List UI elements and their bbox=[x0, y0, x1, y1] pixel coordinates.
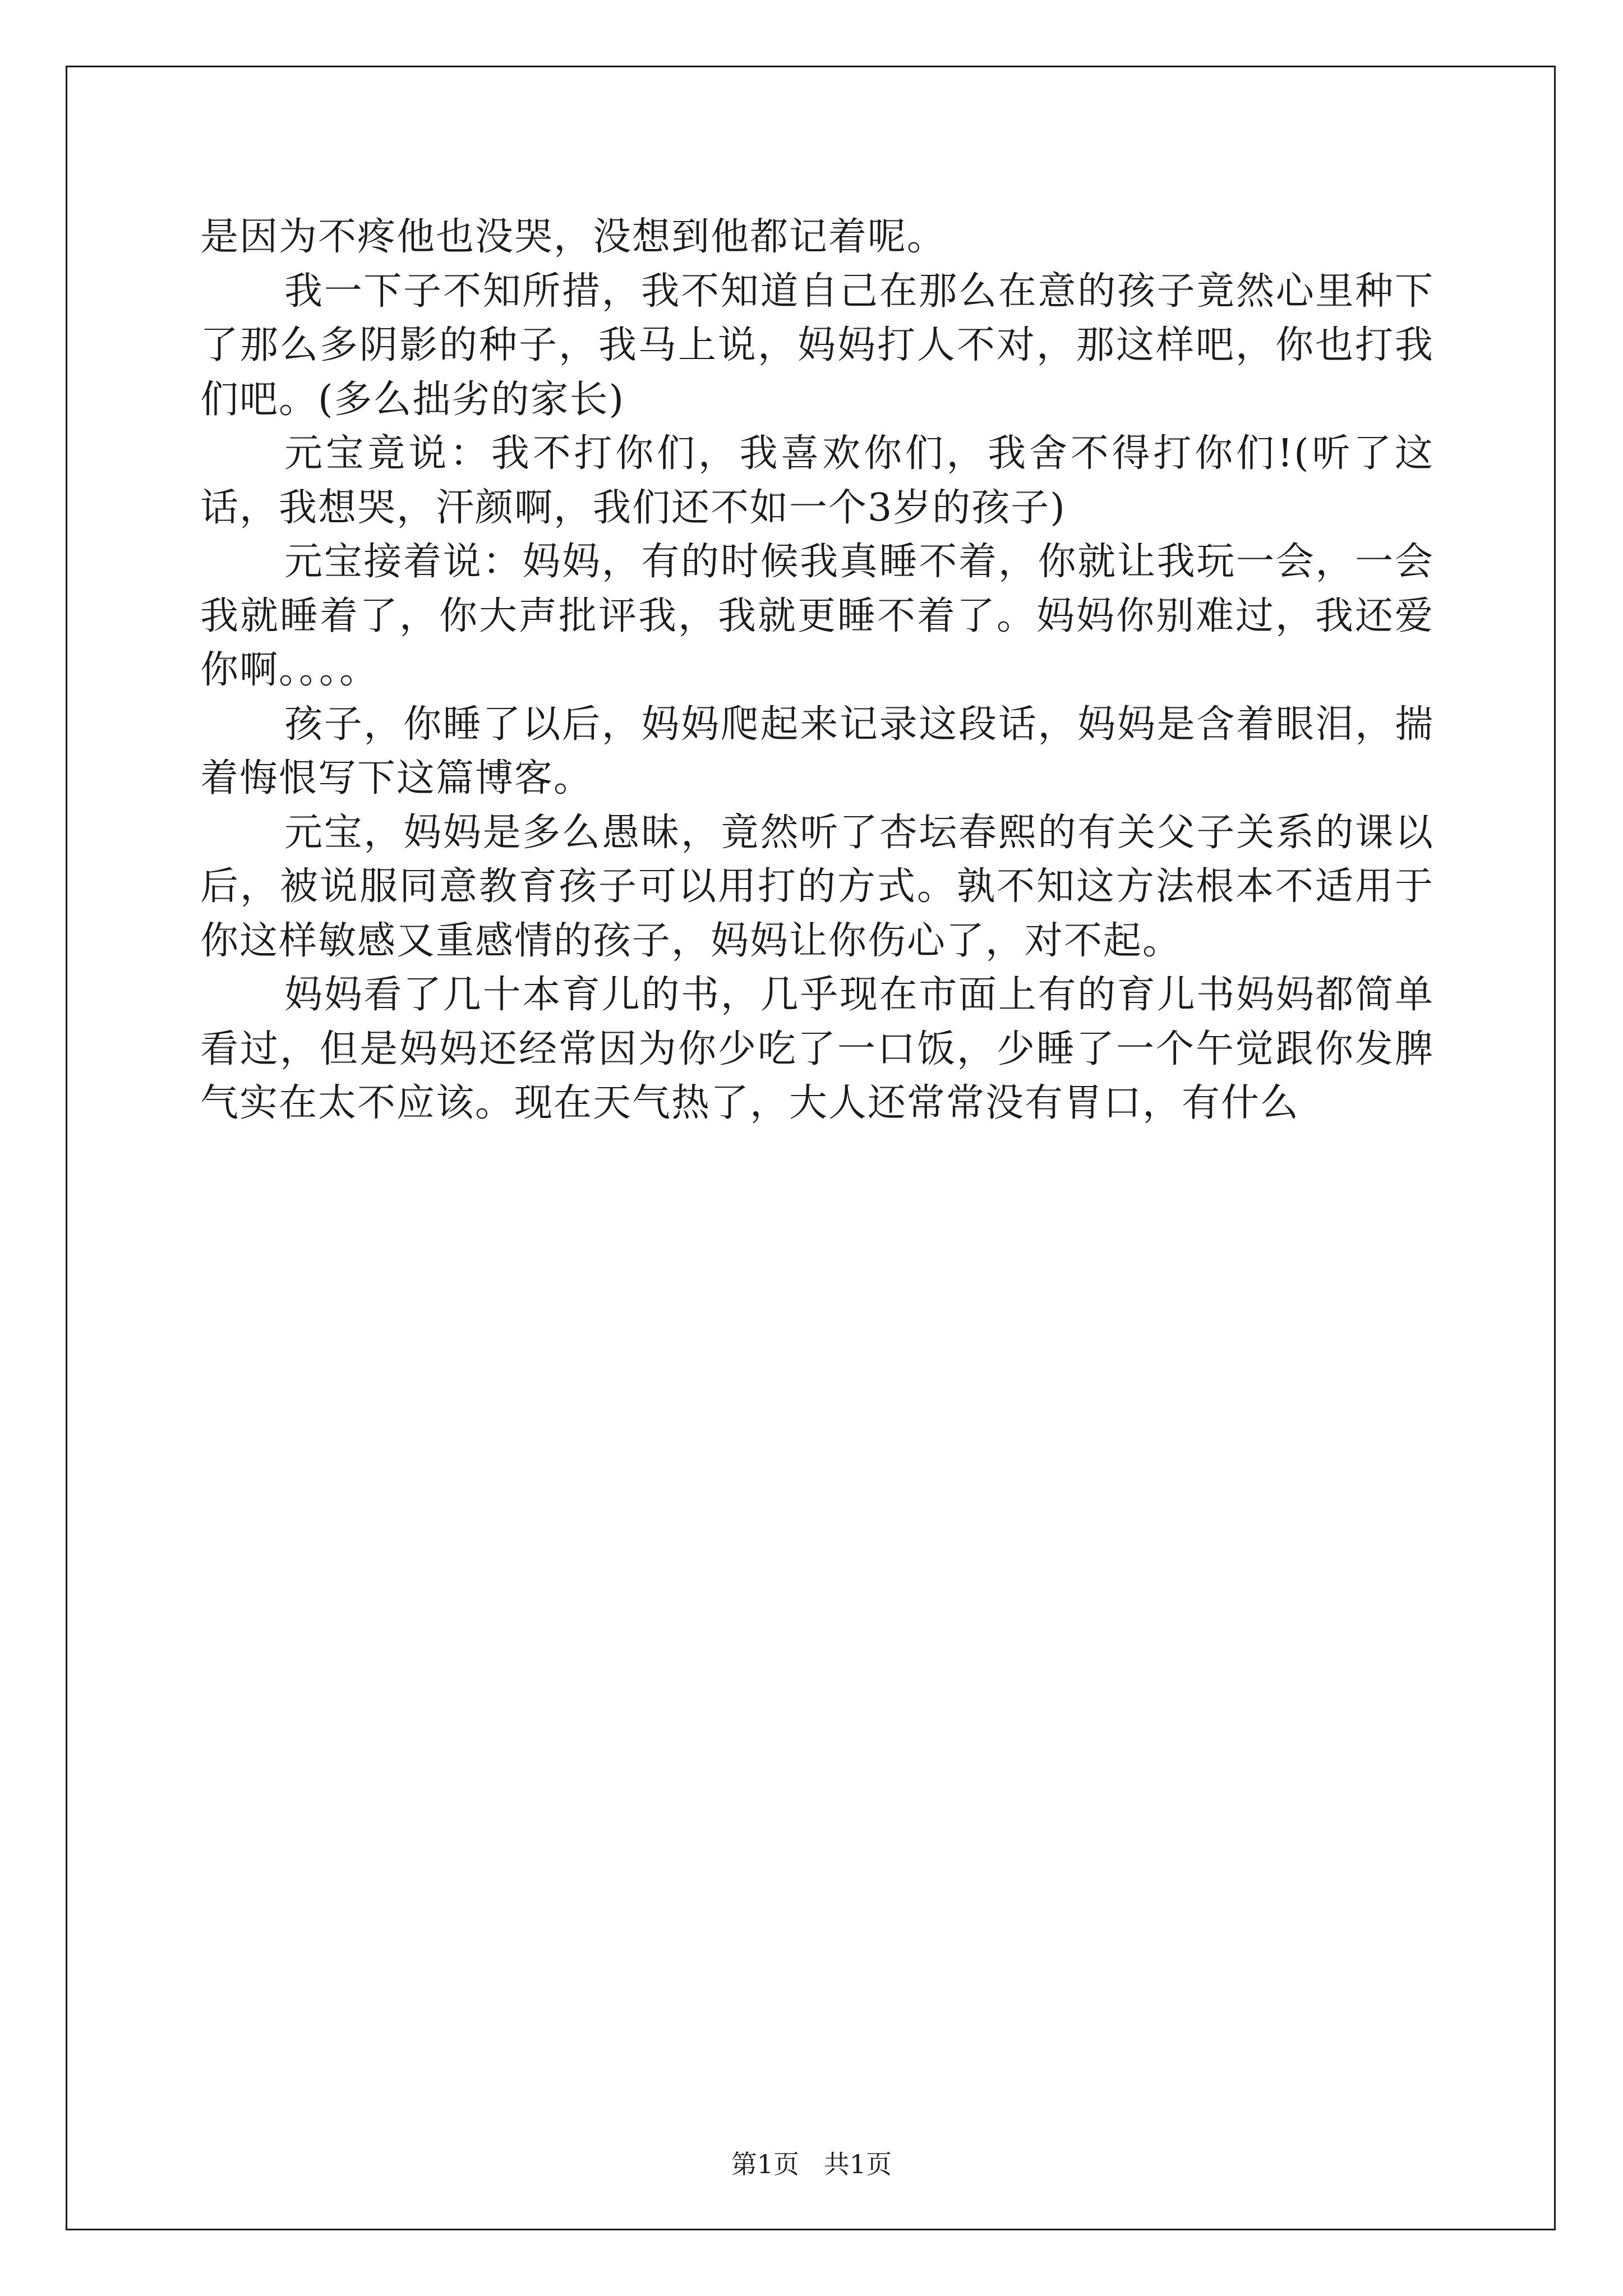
paragraph-7: 妈妈看了几十本育儿的书，几乎现在市面上有的育儿书妈妈都简单看过，但是妈妈还经常因为你少吃了一口饭，少睡了一个午觉跟你发脾气实在太不应该。现在天气热了，大人还常常没有胃口，有什么 bbox=[200, 973, 1434, 1125]
page-number-footer: 第1页 共1页 bbox=[731, 2149, 892, 2179]
paragraph-3: 元宝竟说：我不打你们，我喜欢你们，我舍不得打你们!(听了这话，我想哭，汗颜啊，我们还不如一个3岁的孩子) bbox=[200, 431, 1434, 530]
paragraph-4: 元宝接着说：妈妈，有的时候我真睡不着，你就让我玩一会，一会我就睡着了，你大声批评我，我就更睡不着了。妈妈你别难过，我还爱你啊。。。。 bbox=[200, 540, 1434, 692]
paragraph-6: 元宝，妈妈是多么愚昧，竟然听了杏坛春熙的有关父子关系的课以后，被说服同意教育孩子可以用打的方式。孰不知这方法根本不适用于你这样敏感又重感情的孩子，妈妈让你伤心了，对不起。 bbox=[200, 810, 1434, 963]
paragraph-1: 是因为不疼他也没哭，没想到他都记着呢。 bbox=[200, 215, 947, 259]
document-body bbox=[200, 210, 1434, 1131]
paragraph-2: 我一下子不知所措，我不知道自己在那么在意的孩子竟然心里种下了那么多阴影的种子，我马上说，妈妈打人不对，那这样吧，你也打我们吧。(多么拙劣的家长) bbox=[200, 269, 1434, 422]
paragraph-5: 孩子，你睡了以后，妈妈爬起来记录这段话，妈妈是含着眼泪，揣着悔恨写下这篇博客。 bbox=[200, 702, 1434, 800]
